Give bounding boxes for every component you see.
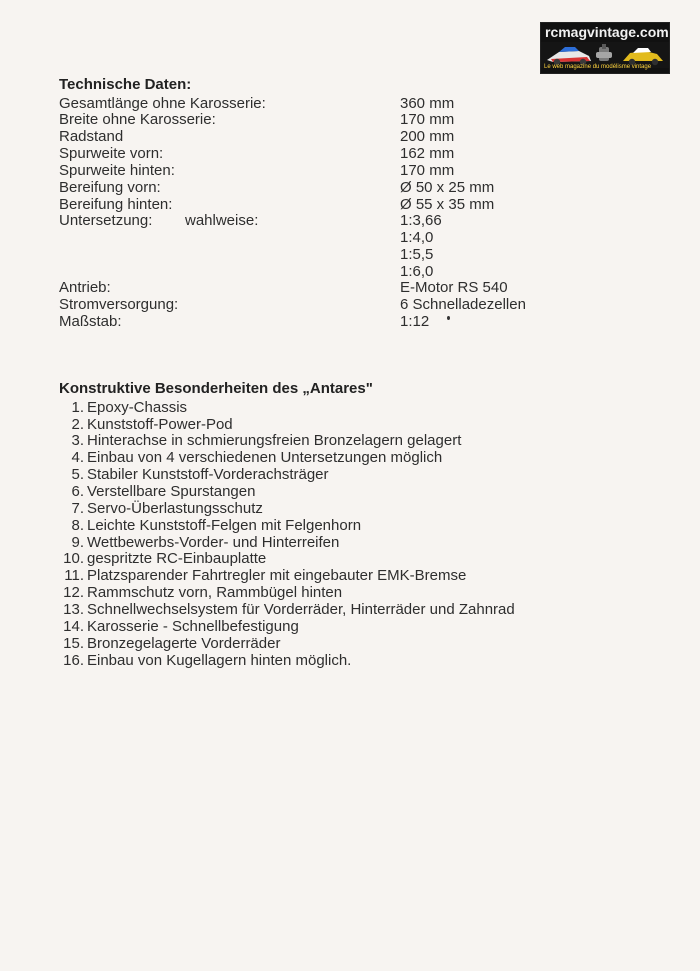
list-text: Karosserie - Schnellbefestigung (87, 618, 299, 635)
list-text: Platzsparender Fahrtregler mit eingebauter EMK-Bremse (87, 567, 467, 584)
spec-value: 6 Schnelladezellen (400, 296, 526, 313)
spec-value: 1:5,5 (400, 246, 434, 263)
spec-value: 360 mm (400, 95, 455, 112)
spec-row-total-length (59, 95, 579, 112)
spec-value: 200 mm (400, 128, 455, 145)
list-number: 1. (71, 399, 84, 416)
list-item (59, 500, 639, 517)
spec-row-wheelbase (59, 128, 579, 145)
spec-value: 170 mm (400, 162, 455, 179)
list-item (59, 652, 639, 669)
spec-row-tires-front (59, 179, 579, 196)
list-item (59, 483, 639, 500)
spec-row-gear-ratio-2 (59, 229, 579, 246)
list-number: 14. (63, 618, 84, 635)
list-text: Stabiler Kunststoff-Vorderachsträger (87, 466, 329, 483)
spec-label: Breite ohne Karosserie: (59, 111, 216, 128)
spec-row-tires-rear (59, 196, 579, 213)
features-heading: Konstruktive Besonderheiten des „Antares" (59, 380, 373, 397)
spec-row-track-front (59, 145, 579, 162)
list-text: Verstellbare Spurstangen (87, 483, 256, 500)
spec-label: Gesamtlänge ohne Karosserie: (59, 95, 266, 112)
spec-row-gear-ratio-4 (59, 263, 579, 280)
spec-label: Antrieb: (59, 279, 111, 296)
list-item (59, 466, 639, 483)
list-item (59, 618, 639, 635)
spec-row-gear-ratio (59, 212, 579, 229)
list-item (59, 416, 639, 433)
spec-label: Spurweite hinten: (59, 162, 175, 179)
list-text: Einbau von 4 verschiedenen Untersetzungen möglich (87, 449, 443, 466)
spec-value: E-Motor RS 540 (400, 279, 508, 296)
list-number: 10. (63, 550, 84, 567)
spec-row-drive (59, 279, 579, 296)
list-item (59, 399, 639, 416)
spec-value: 1:4,0 (400, 229, 434, 246)
spec-row-width (59, 111, 579, 128)
spec-row-track-rear (59, 162, 579, 179)
list-text: Schnellwechselsystem für Vorderräder, Hinterräder und Zahnrad (87, 601, 515, 618)
spec-row-power-supply (59, 296, 579, 313)
list-number: 16. (63, 652, 84, 669)
spec-label: Radstand (59, 128, 124, 145)
list-item (59, 534, 639, 551)
spec-value: 1:3,66 (400, 212, 442, 229)
spec-value: Ø 50 x 25 mm (400, 179, 495, 196)
spec-label: Bereifung vorn: (59, 179, 161, 196)
print-speck (447, 316, 450, 320)
list-text: Hinterachse in schmierungsfreien Bronzelagern gelagert (87, 432, 462, 449)
list-text: Servo-Überlastungsschutz (87, 500, 263, 517)
list-text: Epoxy-Chassis (87, 399, 188, 416)
spec-value: Ø 55 x 35 mm (400, 196, 495, 213)
list-number: 7. (71, 500, 84, 517)
watermark-logo (540, 22, 670, 74)
spec-value: 162 mm (400, 145, 455, 162)
watermark-title: rcmagvintage.com (545, 24, 669, 40)
spec-label: Untersetzung: (59, 212, 153, 229)
list-item (59, 635, 639, 652)
watermark-subtitle: Le web magazine du modélisme vintage (544, 64, 652, 70)
list-text: gespritzte RC-Einbauplatte (87, 550, 267, 567)
spec-label: Bereifung hinten: (59, 196, 173, 213)
list-item (59, 567, 639, 584)
list-item (59, 550, 639, 567)
spec-label: Maßstab: (59, 313, 122, 330)
list-number: 9. (71, 534, 84, 551)
list-item (59, 432, 639, 449)
list-text: Rammschutz vorn, Rammbügel hinten (87, 584, 343, 601)
list-number: 12. (63, 584, 84, 601)
list-number: 8. (71, 517, 84, 534)
list-number: 4. (71, 449, 84, 466)
list-number: 2. (71, 416, 84, 433)
list-text: Kunststoff-Power-Pod (87, 416, 233, 433)
spec-value: 1:6,0 (400, 263, 434, 280)
technical-data-heading: Technische Daten: (59, 76, 192, 93)
spec-optional-label: wahlweise: (185, 212, 259, 229)
list-number: 5. (71, 466, 84, 483)
spec-row-gear-ratio-3 (59, 246, 579, 263)
list-text: Leichte Kunststoff-Felgen mit Felgenhorn (87, 517, 362, 534)
spec-value: 170 mm (400, 111, 455, 128)
list-item (59, 584, 639, 601)
list-text: Wettbewerbs-Vorder- und Hinterreifen (87, 534, 340, 551)
list-number: 15. (63, 635, 84, 652)
spec-label: Spurweite vorn: (59, 145, 164, 162)
list-item (59, 449, 639, 466)
list-item (59, 601, 639, 618)
spec-row-scale (59, 313, 579, 330)
list-number: 11. (64, 567, 84, 584)
list-item (59, 517, 639, 534)
list-number: 3. (71, 432, 84, 449)
list-text: Einbau von Kugellagern hinten möglich. (87, 652, 352, 669)
list-number: 6. (71, 483, 84, 500)
spec-label: Stromversorgung: (59, 296, 179, 313)
list-number: 13. (63, 601, 84, 618)
list-text: Bronzegelagerte Vorderräder (87, 635, 281, 652)
spec-value: 1:12 (400, 313, 430, 330)
